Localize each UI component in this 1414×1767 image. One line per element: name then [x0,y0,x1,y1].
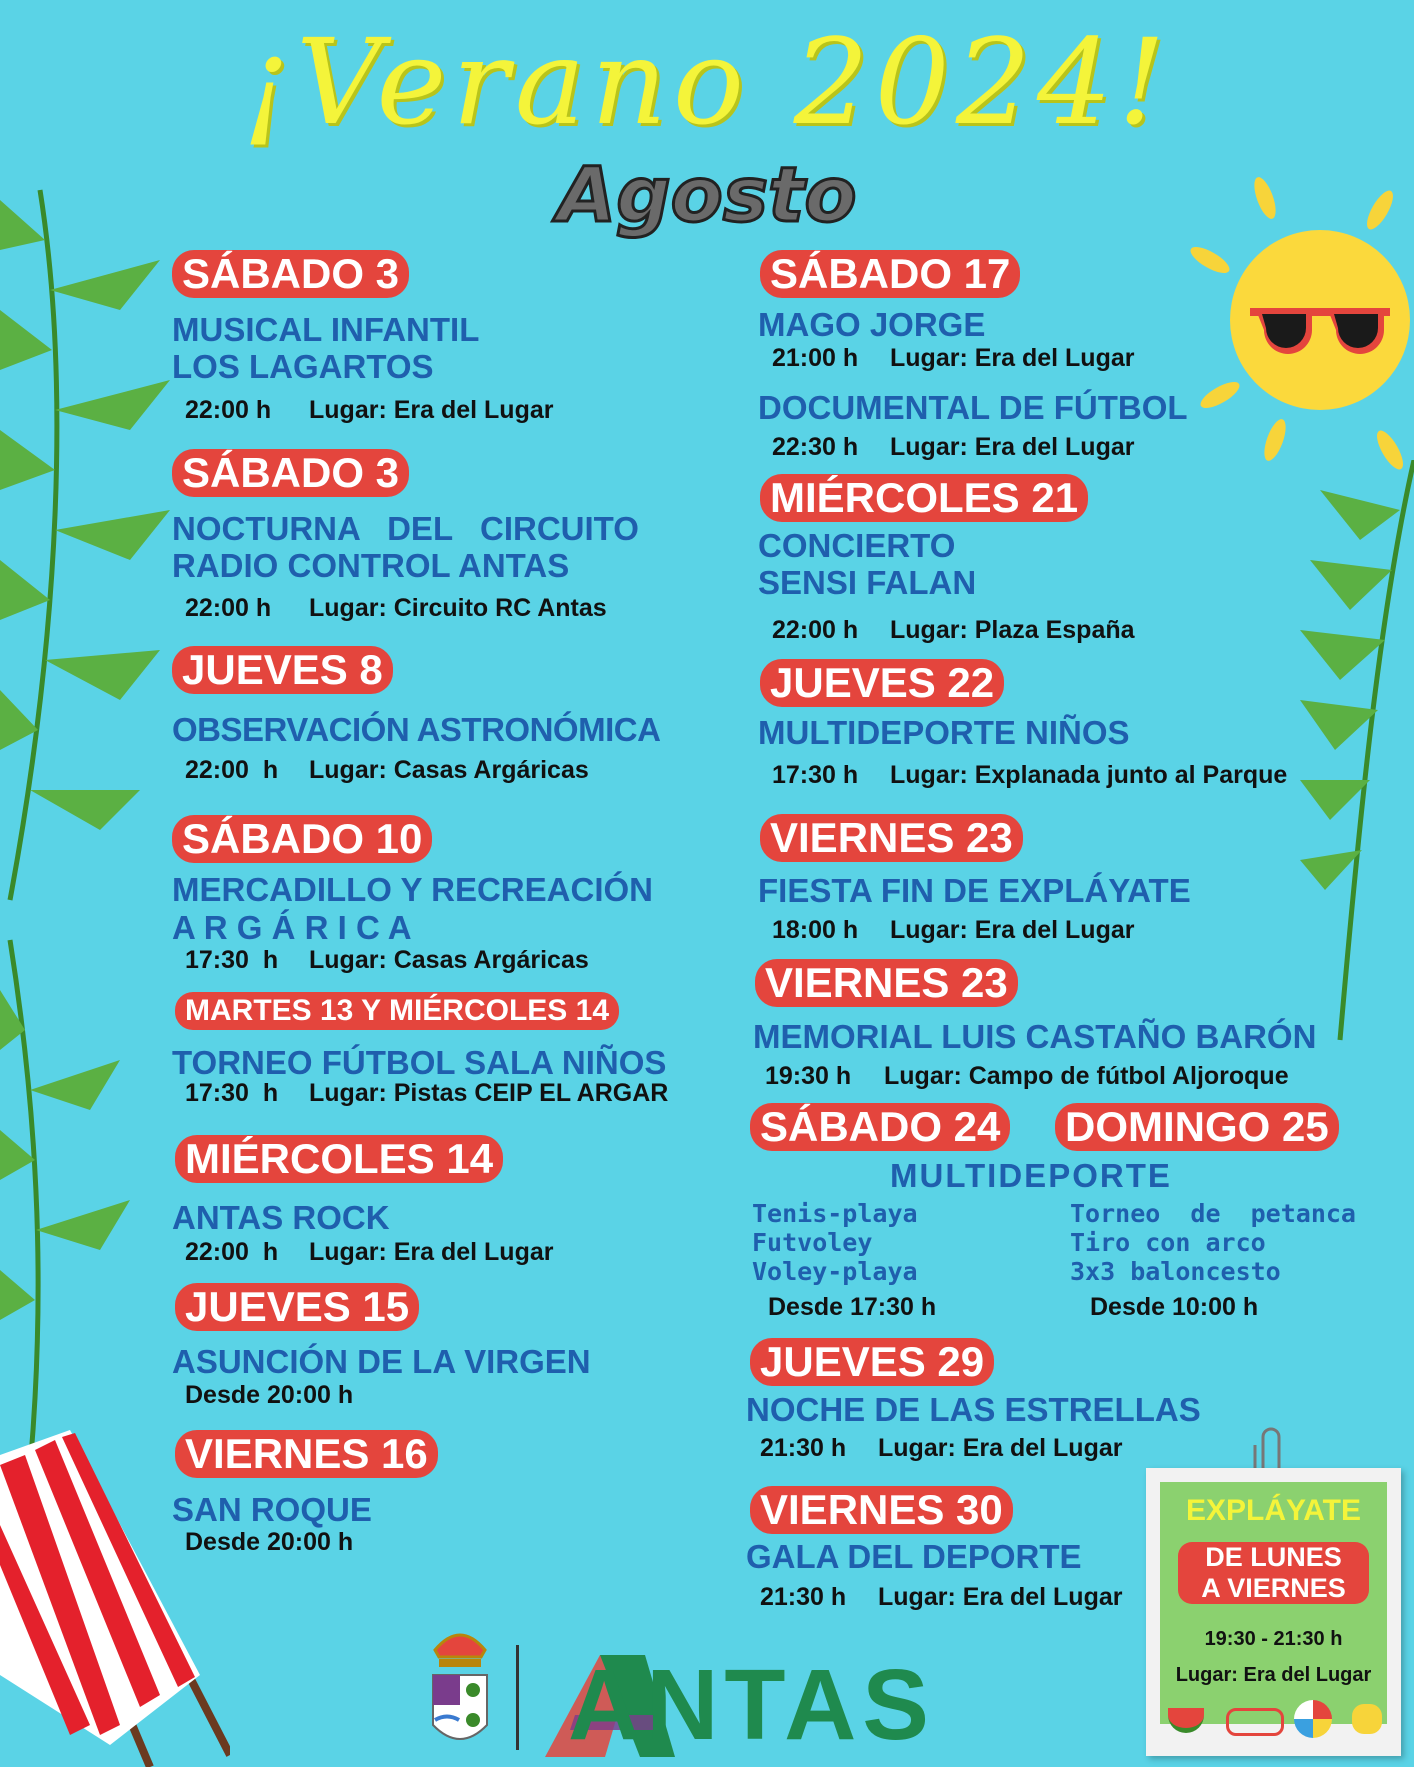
event-place: Lugar: Era del Lugar [309,1238,554,1266]
activity-item: Futvoley [752,1228,873,1257]
event-title: ASUNCIÓN DE LA VIRGEN [172,1343,591,1380]
event-title: OBSERVACIÓN ASTRONÓMICA [172,711,661,748]
event-place: Lugar: Casas Argáricas [309,946,589,974]
event-place: Lugar: Pistas CEIP EL ARGAR [309,1079,669,1107]
main-title: ¡Verano 2024! [242,13,1172,151]
event-time: 21:30 h [760,1583,847,1611]
day-badge: SÁBADO 10 [172,815,432,863]
day-badge: JUEVES 8 [172,646,393,694]
event-title: MERCADILLO Y RECREACIÓN [172,871,653,908]
coat-of-arms-logo [425,1625,495,1755]
event-time: 22:00 h [185,594,272,622]
event-place: Lugar: Circuito RC Antas [309,594,607,622]
event-title: MULTIDEPORTE NIÑOS [758,714,1130,751]
event-title: CONCIERTO [758,527,956,564]
explayate-card-panel [1160,1482,1387,1724]
activity-item: 3x3 baloncesto [1070,1257,1281,1286]
card-place: Lugar: Era del Lugar [1175,1664,1372,1686]
event-place: Lugar: Campo de fútbol Aljoroque [884,1062,1289,1090]
month-subtitle: Agosto [557,150,857,239]
event-place: Lugar: Era del Lugar [878,1583,1123,1611]
event-place: Lugar: Era del Lugar [309,396,554,424]
activity-item: Tiro con arco [1070,1228,1266,1257]
day-badge: VIERNES 23 [755,959,1018,1007]
day-badge: MARTES 13 Y MIÉRCOLES 14 [175,992,619,1030]
event-time: 22:00 h [185,396,272,424]
event-title: DOCUMENTAL DE FÚTBOL [758,389,1188,426]
day-badge: DOMINGO 25 [1055,1103,1339,1151]
beach-ball-icon [1294,1700,1332,1738]
day-badge: SÁBADO 24 [750,1103,1010,1151]
card-title: EXPLÁYATE [1185,1494,1362,1527]
day-badge: SÁBADO 3 [172,449,409,497]
day-badge: SÁBADO 3 [172,250,409,298]
event-title: NOCTURNA DEL CIRCUITO [172,510,639,547]
event-time: 22:00 h [185,1238,279,1266]
event-time: Desde 17:30 h [768,1293,937,1321]
day-badge: SÁBADO 17 [760,250,1020,298]
antas-logo-text: ANTAS [567,1649,935,1761]
event-title: MEMORIAL LUIS CASTAÑO BARÓN [753,1018,1317,1055]
event-time: 22:00 h [185,756,279,784]
event-time: 17:30 h [772,761,859,789]
palm-leaf-left-illustration [0,180,190,1580]
flip-flops-icon [1352,1704,1382,1734]
day-badge: VIERNES 23 [760,814,1023,862]
day-badge: MIÉRCOLES 21 [760,474,1088,522]
event-title: SENSI FALAN [758,564,977,601]
event-time: 17:30 h [185,1079,279,1107]
event-time: 22:30 h [772,433,859,461]
watermelon-icon [1168,1708,1204,1733]
event-place: Lugar: Era del Lugar [890,433,1135,461]
logo-divider [516,1645,519,1750]
day-badge: VIERNES 16 [175,1430,438,1478]
event-place: Lugar: Era del Lugar [890,916,1135,944]
event-place: Lugar: Explanada junto al Parque [890,761,1288,789]
event-title: NOCHE DE LAS ESTRELLAS [746,1391,1201,1428]
event-time: 21:00 h [772,344,859,372]
explayate-card [1146,1468,1401,1756]
day-badge: JUEVES 22 [760,659,1004,707]
event-title: A R G Á R I C A [172,909,412,946]
event-time: Desde 20:00 h [185,1381,354,1409]
event-place: Lugar: Era del Lugar [890,344,1135,372]
event-title: RADIO CONTROL ANTAS [172,547,570,584]
card-days-badge [1178,1542,1369,1604]
event-title: MAGO JORGE [758,306,986,343]
day-badge: JUEVES 29 [750,1338,994,1386]
event-time: Desde 20:00 h [185,1528,354,1556]
palm-leaf-right-illustration [1300,460,1414,1060]
day-badge: JUEVES 15 [175,1283,419,1331]
event-title: ANTAS ROCK [172,1199,390,1236]
card-days-line: A VIERNES [1201,1573,1346,1603]
event-title: LOS LAGARTOS [172,348,434,385]
event-title: GALA DEL DEPORTE [746,1538,1082,1575]
activity-item: Voley-playa [752,1257,918,1286]
event-place: Lugar: Casas Argáricas [309,756,589,784]
day-badge: MIÉRCOLES 14 [175,1135,503,1183]
card-days-line: DE LUNES [1205,1542,1342,1572]
activity-item: Torneo de petanca [1070,1199,1356,1228]
event-time: 17:30 h [185,946,279,974]
event-time: 21:30 h [760,1434,847,1462]
multideporte-title: MULTIDEPORTE [890,1157,1172,1194]
event-title: TORNEO FÚTBOL SALA NIÑOS [172,1044,667,1081]
event-place: Lugar: Plaza España [890,616,1135,644]
day-badge: VIERNES 30 [750,1486,1013,1534]
activity-item: Tenis-playa [752,1199,918,1228]
card-hours: 19:30 - 21:30 h [1204,1628,1343,1650]
event-time: 22:00 h [772,616,859,644]
event-time: Desde 10:00 h [1090,1293,1259,1321]
event-time: 18:00 h [772,916,859,944]
event-title: MUSICAL INFANTIL [172,311,480,348]
event-title: FIESTA FIN DE EXPLÁYATE [758,872,1191,909]
event-time: 19:30 h [765,1062,852,1090]
sunglasses-icon [1226,1708,1284,1736]
event-place: Lugar: Era del Lugar [878,1434,1123,1462]
event-title: SAN ROQUE [172,1491,372,1528]
